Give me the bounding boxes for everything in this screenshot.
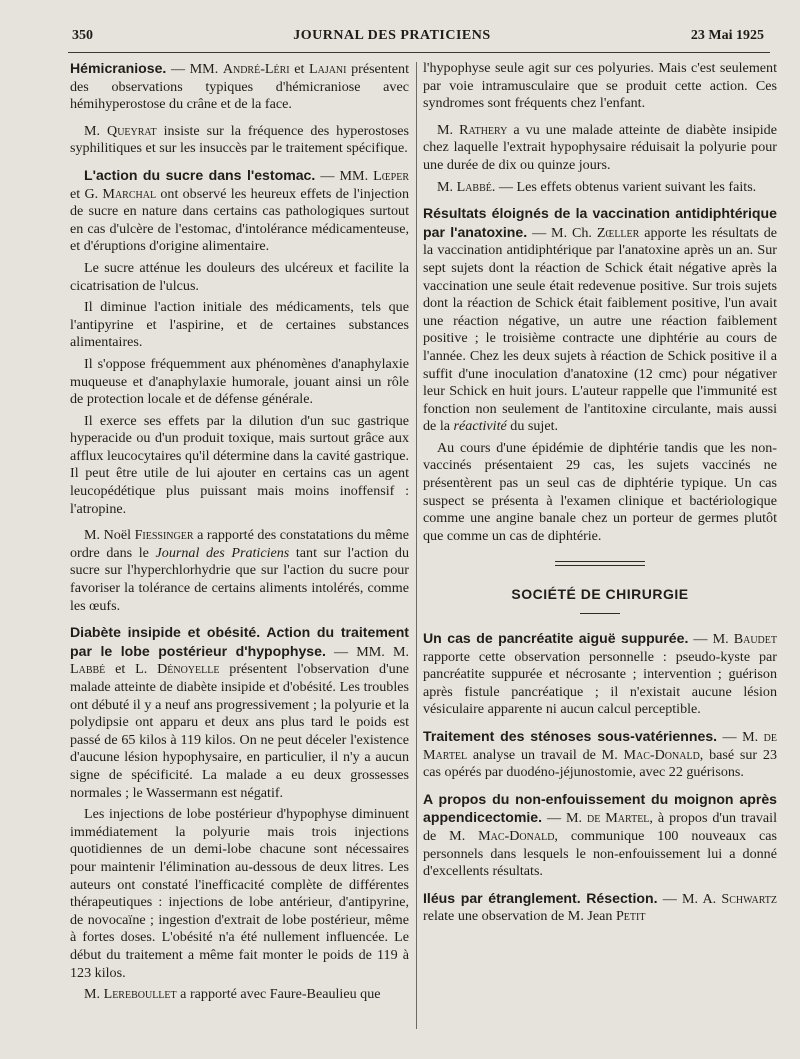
author-name: Rathery xyxy=(459,121,508,138)
paragraph-body: Il s'oppose fréquemment aux phénomènes d'anaphylaxie muqueuse et d'anaphylaxie humorale, jouant ainsi un rôle de protection locale et de défense générale. xyxy=(70,355,409,408)
paragraph-vaccination: Résultats éloignés de la vaccination antidiphtérique par l'anatoxine. — M. Ch. Zœller apporte les résultats de la vaccination antidiphtérique par l'anatoxine après un an. Sur sept sujets dont la réaction de Schick était négative après la vaccination une seule était redevenue positive. Sur trois sujets dont la réaction de Schick était faiblement positive, l'un avait une réaction négative, un autre une réaction faiblement positive ; le troisième contracte une diphtérie au cours de l'année. Chez les deux sujets à réaction de Schick positive il a suffit d'une inoculation d'anatoxine (12 cmc) pour négativer leur Schick en huit jours. L'auteur rappelle que l'immunité est fonction non seulement de l'antitoxine circulante, mais aussi de la réactivité du sujet. xyxy=(423,205,777,435)
journal-title: JOURNAL DES PRATICIENS xyxy=(293,28,491,43)
article-heading: Résultats éloignés de la vaccination antidiphtérique par l'anatoxine. xyxy=(423,205,777,240)
column-divider xyxy=(416,62,417,1029)
paragraph-queyrat: M. Queyrat insiste sur la fréquence des hyperostoses syphilitiques et sur les insuccès par le traitement spécifique. xyxy=(70,122,409,157)
paragraph-lereboullet: M. Lereboullet a rapporté avec Faure-Beaulieu que xyxy=(84,986,381,1003)
paragraph-body: Le sucre atténue les douleurs des ulcéreux et facilite la cicatrisation de l'ulcus. xyxy=(70,259,409,294)
paragraph-body: l'hypophyse seule agit sur ces polyuries. Mais c'est seulement par voie intramusculaire que se produit cette action. Ces syndromes sont fréquents chez l'enfant. xyxy=(423,60,777,112)
author-name: Schwartz xyxy=(721,890,777,907)
author-name: de Martel xyxy=(587,810,650,827)
section-separator xyxy=(555,561,645,566)
section-title-rule xyxy=(580,613,620,614)
article-heading: Diabète insipide et obésité. Action du traitement par le lobe postérieur d'hypophyse. xyxy=(70,624,409,659)
author-name: Lereboullet xyxy=(103,986,177,1003)
author-name: Mac-Donald xyxy=(623,746,700,763)
section-title: SOCIÉTÉ DE CHIRURGIE xyxy=(511,586,689,603)
paragraph-labbe: M. Labbé. — Les effets obtenus varient suivant les faits. xyxy=(437,178,757,195)
article-heading: A propos du non-enfouissement du moignon après appendicectomie. xyxy=(423,790,777,826)
paragraph-body: Au cours d'une épidémie de diphtérie tandis que les non-vaccinés présentaient 29 cas, les sujets vaccinés ne présentèrent pas un seul cas de diphtérie typique. Un cas suspect se présenta à l'examen clinique et bactériologique comme une angine banale chez un porteur de germes plutôt que comme un cas de diphtérie. xyxy=(423,439,777,544)
paragraph-ileus: Iléus par étranglement. Résection. — M. A. Schwartz relate une observation de M. Jean Petit xyxy=(423,889,777,925)
article-heading: Iléus par étranglement. Résection. xyxy=(423,889,658,906)
author-name: Baudet xyxy=(733,631,777,648)
article-heading: Hémicraniose. xyxy=(70,60,167,76)
author-name: de Martel xyxy=(423,729,777,763)
paragraph-stenoses: Traitement des sténoses sous-vatériennes. — M. de Martel analyse un travail de M. Mac-Donald, basé sur 23 cas opérés par duodéno-jéjunostomie, avec 22 guérisons. xyxy=(423,728,777,781)
paragraph-pancreatite: Un cas de pancréatite aiguë suppurée. — M. Baudet rapporte cette observation personnelle : pseudo-kyste par pancréatite suppurée et nécrosante ; intervention ; guérison après fistule pancréatique ; il n'existait aucune lésion vésiculaire apparente ni aucun calcul perceptible. xyxy=(423,630,777,718)
paragraph-body: Les injections de lobe postérieur d'hypophyse diminuent immédiatement la polyurie mais trois injections quotidiennes de un demi-lobe chacune sont nécessaires pour maintenir l'élimination au-dessous de deux litres. Les auteurs ont constaté l'inefficacité complète de différentes thérapeutiques : injections de lobe antérieur, d'antipyrine, de novocaïne ; ingestion d'extrait de lobe postérieur, même à fortes doses. L'obésité n'a été nullement influencée. Le début du traitement a même fait monter le poids de 119 à 123 kilos. xyxy=(70,806,409,981)
author-name: Zœller xyxy=(596,224,640,241)
left-column xyxy=(70,60,409,1049)
author-name: Petit xyxy=(615,908,646,925)
paragraph-hemicraniose: Hémicraniose. — MM. André-Léri et Lajani présentent des observations typiques d'hémicraniose avec hémihyperostose du crâne et de la face. xyxy=(70,60,409,113)
paragraph-body: Il diminue l'action initiale des médicaments, tels que l'antipyrine et l'aspirine, et de certaines substances alimentaires. xyxy=(70,299,409,351)
right-column xyxy=(423,60,777,1049)
author-name: Fiessinger xyxy=(134,527,194,544)
italic-term: réactivité xyxy=(453,418,507,435)
author-name: Queyrat xyxy=(107,122,157,139)
header-rule xyxy=(68,52,770,53)
author-name: Lœper xyxy=(373,167,409,184)
paragraph-appendicectomie: A propos du non-enfouissement du moignon après appendicectomie. — M. de Martel, à propos d'un travail de M. Mac-Donald, communique 100 nouveaux cas personnels dans lesquels le non-enfouissement lui a donné d'excellents résultats. xyxy=(423,790,777,880)
page-header xyxy=(72,28,764,50)
issue-date: 23 Mai 1925 xyxy=(690,28,764,43)
author-name: André-Léri xyxy=(222,61,290,77)
article-heading: Un cas de pancréatite aiguë suppurée. xyxy=(423,630,689,647)
author-name: Labbé xyxy=(456,178,492,195)
paragraph-body: Il exerce ses effets par la dilution d'un suc gastrique hyperacide ou d'un produit toxique, mais surtout grâce aux afflux leucocytaires qu'il détermine dans la cavité gastrique. Il peut être utile de lui ajouter en certains cas un agent leucopédétique plus puissant mais moins inoffensif : l'atropine. xyxy=(70,412,409,517)
paragraph-rathery: M. Rathery a vu une malade atteinte de diabète insipide chez laquelle l'extrait hypophysaire réduisait la polyurie pour une durée de dix ou quinze jours. xyxy=(423,121,777,173)
paragraph-fiessinger: M. Noël Fiessinger a rapporté des constatations du même ordre dans le Journal des Praticiens tant sur l'action du sucre sur l'hyperchlorhydrie que sur l'action du sucre pour favoriser la tolérance de certains aliments intolérés, comme les œufs. xyxy=(70,527,409,614)
page-number: 350 xyxy=(72,28,93,43)
author-name: Labbé xyxy=(70,661,106,678)
paragraph-diabete-insipide: Diabète insipide et obésité. Action du traitement par le lobe postérieur d'hypophyse. — MM. M. Labbé et L. Dénoyelle présentent l'observation d'une malade atteinte de diabète insipide et d'obésité. Les troubles ont débuté il y a neuf ans progressivement ; la polyurie et la polydipsie ont apparu et deux ans plus tard le poids est passé de 65 kilos à 119 kilos. On ne peut déceler l'existence d'aucune lésion hypophysaire, en particulier, il n'y a aucun signe de spécificité. La malade a eu deux grossesses normales ; le Wassermann est négatif. xyxy=(70,624,409,801)
journal-reference: Journal des Praticiens xyxy=(155,544,290,561)
author-name: Marchal xyxy=(102,185,157,202)
author-name: Dénoyelle xyxy=(157,661,220,678)
article-heading: L'action du sucre dans l'estomac. xyxy=(84,166,316,183)
author-name: Lajani xyxy=(308,61,347,77)
article-heading: Traitement des sténoses sous-vatériennes. xyxy=(423,728,718,744)
author-name: Mac-Donald xyxy=(478,827,555,844)
paragraph-sucre-estomac: L'action du sucre dans l'estomac. — MM. Lœper et G. Marchal ont observé les heureux effets de l'injection de sucre en nature dans certains cas pathologiques surtout en cas d'ulcère de l'estomac, d'intolérance médicamenteuse, et d'éruptions d'origine alimentaire. xyxy=(70,166,409,255)
